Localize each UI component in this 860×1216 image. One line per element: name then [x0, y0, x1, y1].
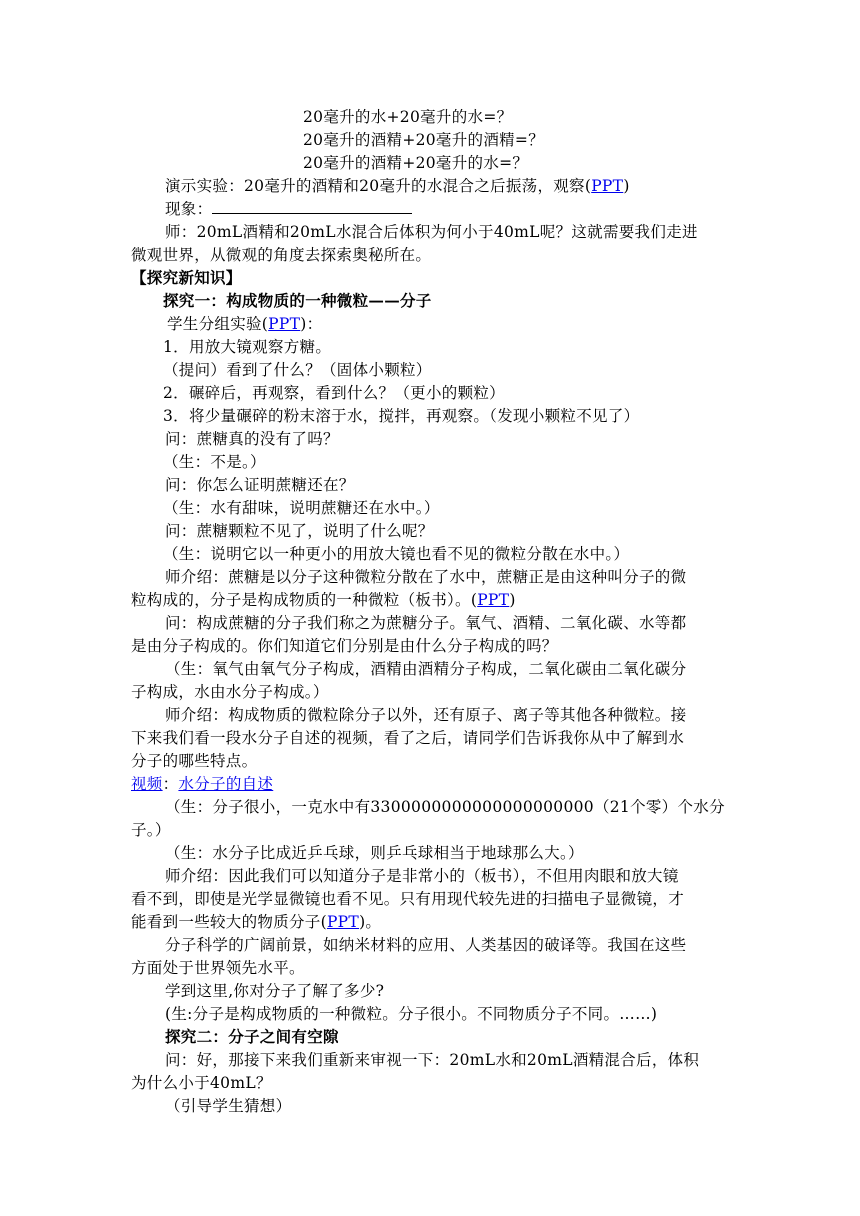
teacher-intro-3-line-2: 看不到，即使是光学显微镜也看不见。只有用现代较先进的扫描电子显微镜，才 [131, 890, 685, 908]
demo-close-paren: ) [623, 177, 630, 195]
group-close-paren: )： [300, 315, 323, 333]
teacher-intro-1-ppt-link[interactable]: PPT [477, 591, 510, 609]
answer-7: (生:分子是构成物质的一种微粒。分子很小。不同物质分子不同。……) [165, 1005, 658, 1023]
question-3: 问：蔗糖颗粒不见了，说明了什么呢？ [165, 522, 434, 540]
phenomenon-blank-line [212, 199, 412, 214]
video-title-link[interactable]: 水分子的自述 [178, 775, 274, 793]
teacher-intro-1-text: 粒构成的，分子是构成物质的一种微粒（板书）。( [131, 591, 478, 609]
teacher-intro-1-close: ) [509, 591, 516, 609]
teacher-intro-3-text: 能看到一些较大的物质分子( [131, 913, 327, 931]
inquiry-2-guide: （引导学生猜想） [165, 1097, 292, 1115]
answer-5-line-1: （生：分子很小，一克水中有3300000000000000000000（21个零）个水分 [165, 798, 725, 816]
equation-alcohol-water: 20毫升的酒精+20毫升的水=？ [303, 154, 529, 172]
inquiry-2-question-line-2: 为什么小于40mL？ [131, 1074, 272, 1092]
answer-2: （生：水有甜味，说明蔗糖还在水中。） [163, 499, 440, 517]
equation-alcohol-alcohol: 20毫升的酒精+20毫升的酒精=？ [303, 131, 545, 149]
question-2: 问：你怎么证明蔗糖还在？ [165, 476, 355, 494]
answer-1: （生：不是。） [163, 453, 266, 471]
prospect-line-1: 分子科学的广阔前景，如纳米材料的应用、人类基因的破译等。我国在这些 [165, 936, 687, 954]
teacher-intro-3-line-1: 师介绍：因此我们可以知道分子是非常小的（板书），不但用肉眼和放大镜 [165, 867, 679, 885]
question-4-line-1: 问：构成蔗糖的分子我们称之为蔗糖分子。氧气、酒精、二氧化碳、水等都 [165, 614, 687, 632]
teacher-intro-2-line-3: 分子的哪些特点。 [131, 752, 258, 770]
inquiry-2-question-line-1: 问：好，那接下来我们重新来审视一下：20mL水和20mL酒精混合后，体积 [165, 1051, 700, 1069]
demo-experiment-text: 演示实验：20毫升的酒精和20毫升的水混合之后振荡，观察( [165, 177, 592, 195]
phenomenon-line [165, 198, 412, 220]
answer-4-line-2: 子构成，水由水分子构成。） [131, 683, 329, 701]
video-link[interactable]: 视频 [131, 775, 163, 793]
equation-water-water: 20毫升的水+20毫升的水=？ [303, 108, 513, 126]
video-line [131, 773, 273, 795]
demo-ppt-link[interactable]: PPT [591, 177, 624, 195]
step-1-question: （提问）看到了什么？（固体小颗粒） [163, 361, 432, 379]
teacher-intro-1-line-1: 师介绍：蔗糖是以分子这种微粒分散在了水中，蔗糖正是由这种叫分子的微 [165, 568, 687, 586]
step-2: 2．碾碎后，再观察，看到什么？（更小的颗粒） [163, 384, 505, 402]
teacher-intro-3-line-3 [131, 911, 381, 933]
teacher-question-line-1: 师：20mL酒精和20mL水混合后体积为何小于40mL呢？这就需要我们走进 [165, 223, 698, 241]
group-ppt-link[interactable]: PPT [268, 315, 301, 333]
teacher-question-line-2: 微观世界，从微观的角度去探索奥秘所在。 [131, 246, 432, 264]
phenomenon-label: 现象： [165, 200, 213, 218]
inquiry-1-title: 探究一：构成物质的一种微粒——分子 [163, 291, 432, 310]
step-1: 1．用放大镜观察方糖。 [163, 338, 332, 356]
teacher-intro-1-line-2 [131, 589, 516, 611]
prospect-line-2: 方面处于世界领先水平。 [131, 959, 305, 977]
section-title: 【探究新知识】 [131, 268, 242, 287]
inquiry-2-title: 探究二：分子之间有空隙 [165, 1027, 339, 1046]
answer-3: （生：说明它以一种更小的用放大镜也看不见的微粒分散在水中。） [163, 545, 630, 563]
answer-4-line-1: （生：氧气由氧气分子构成，酒精由酒精分子构成，二氧化碳由二氧化碳分 [165, 660, 687, 678]
answer-5-line-2: 子。） [131, 821, 171, 839]
group-experiment-line [167, 313, 322, 335]
teacher-intro-2-line-1: 师介绍：构成物质的微粒除分子以外，还有原子、离子等其他各种微粒。接 [165, 706, 687, 724]
question-4-line-2: 是由分子构成的。你们知道它们分别是由什么分子构成的吗？ [131, 637, 558, 655]
group-experiment-text: 学生分组实验( [167, 315, 269, 333]
teacher-intro-3-close: )。 [359, 913, 382, 931]
video-colon: ： [162, 775, 179, 793]
question-5: 学到这里,你对分子了解了多少? [165, 982, 385, 1000]
question-1: 问：蔗糖真的没有了吗？ [165, 430, 339, 448]
demo-experiment-line [165, 175, 630, 197]
teacher-intro-2-line-2: 下来我们看一段水分子自述的视频，看了之后，请同学们告诉我你从中了解到水 [131, 729, 685, 747]
step-3: 3．将少量碾碎的粉末溶于水，搅拌，再观察。（发现小颗粒不见了） [163, 407, 640, 425]
answer-6: （生：水分子比成近乒乓球，则乒乓球相当于地球那么大。） [165, 844, 584, 862]
teacher-intro-3-ppt-link[interactable]: PPT [326, 913, 360, 931]
